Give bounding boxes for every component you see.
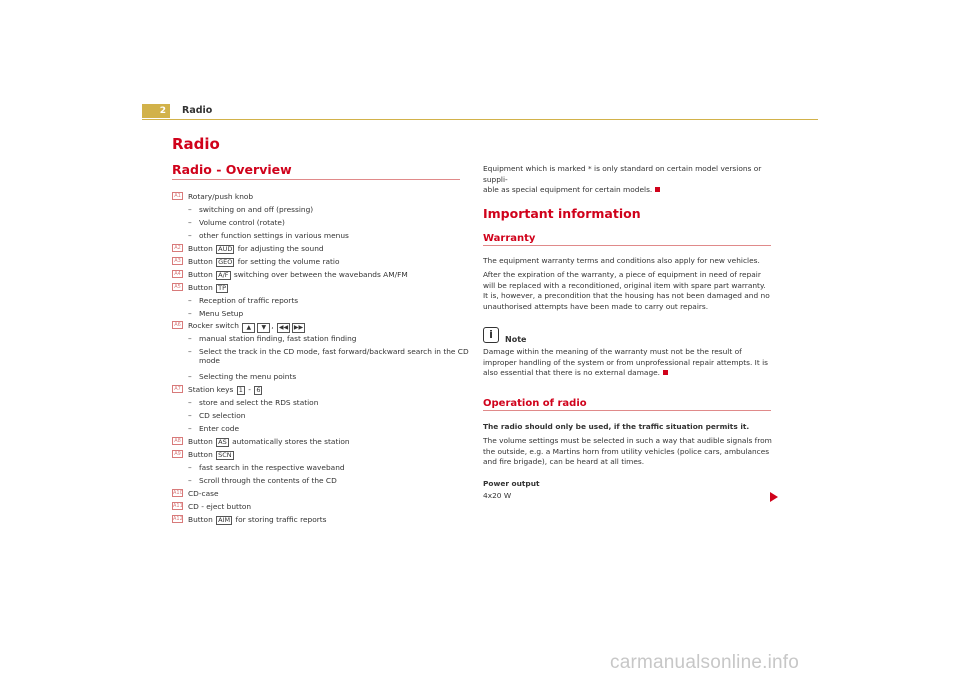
end-marker-icon	[655, 187, 660, 192]
subitem: – Reception of traffic reports	[188, 296, 299, 305]
subitem: – Select the track in the CD mode, fast forward/backward search in the CD	[188, 347, 469, 356]
item-geo-button: Button GEO for setting the volume ratio	[188, 257, 340, 266]
subitem: – fast search in the respective waveband	[188, 463, 345, 472]
item-scn-button: Button SCN	[188, 450, 232, 459]
key-6: 6	[256, 386, 261, 394]
fast-forward-icon: ▶▶	[293, 324, 304, 331]
warranty-paragraph-1: The equipment warranty terms and conditions also apply for new vehicles.	[483, 256, 760, 265]
marker-a8: A8	[172, 437, 183, 445]
equipment-note: Equipment which is marked * is only standard on certain model versions or suppli- able as special equipment for certain models.	[483, 164, 762, 195]
note-label: Note	[505, 335, 527, 344]
item-cd-eject: CD - eject button	[188, 502, 252, 511]
watermark: carmanualsonline.info	[610, 652, 800, 673]
marker-a1: A1	[172, 192, 183, 200]
subitem: – Scroll through the contents of the CD	[188, 476, 337, 485]
marker-a11: A11	[173, 503, 183, 509]
operation-warning: The radio should only be used, if the traffic situation permits it.	[483, 422, 750, 431]
subitem: – CD selection	[188, 411, 246, 420]
marker-a5: A5	[172, 283, 183, 291]
subitem: – Enter code	[188, 424, 240, 433]
key-aud: AUD	[218, 245, 233, 253]
key-as: AS	[218, 438, 227, 446]
subitem: – Menu Setup	[188, 309, 244, 318]
key-aim: AIM	[218, 516, 231, 524]
subitem: mode	[199, 356, 220, 365]
subitem: – store and select the RDS station	[188, 398, 319, 407]
marker-a2: A2	[172, 244, 183, 252]
running-title: Radio	[182, 105, 213, 116]
marker-a10: A10	[173, 490, 183, 496]
warranty-paragraph-2: After the expiration of the warranty, a piece of equipment in need of repair will be replaced with a reconditioned, original item with spare part warranty. It is, however, a precondition that the housing has not been damaged and no unauthorised attempts have been made to carry out repairs.	[483, 270, 770, 311]
rewind-icon: ◀◀	[278, 324, 289, 331]
item-aim-button: Button AIM for storing traffic reports	[188, 515, 327, 524]
item-rocker-switch: Rocker switch ▲ ▼ , ◀◀ ▶▶	[188, 321, 304, 331]
down-arrow-icon: ▼	[257, 323, 270, 333]
marker-a9: A9	[172, 450, 183, 458]
note-text: Damage within the meaning of the warranty must not be the result of improper handling of the system or from unprofessional repair attempts. It is also essential that there is no external damage.	[483, 347, 768, 378]
key-scn: SCN	[218, 451, 232, 459]
item-as-button: Button AS automatically stores the station	[188, 437, 350, 446]
warranty-rule	[483, 245, 771, 246]
item-tp-button: Button TP	[188, 283, 227, 292]
operation-paragraph: The volume settings must be selected in such a way that audible signals from the outside, e.g. a Martins horn from utility vehicles (police cars, ambulances and fire brigade), can be heard at all times.	[483, 436, 772, 467]
end-marker-icon	[663, 370, 668, 375]
header-rule	[142, 119, 818, 120]
overview-rule	[172, 179, 460, 180]
subitem: – manual station finding, fast station finding	[188, 334, 357, 343]
warranty-heading: Warranty	[483, 233, 536, 244]
item-cd-case: CD-case	[188, 489, 219, 498]
power-output-value: 4x20 W	[483, 491, 512, 500]
item-af-button: Button A/F switching over between the wavebands AM/FM	[188, 270, 408, 279]
important-heading: Important information	[483, 206, 641, 221]
marker-a4: A4	[172, 270, 183, 278]
subitem: – switching on and off (pressing)	[188, 205, 314, 214]
item-rotary-knob: Rotary/push knob	[188, 192, 254, 201]
key-tp: TP	[218, 284, 227, 292]
up-arrow-icon: ▲	[242, 323, 255, 333]
subitem: – other function settings in various menus	[188, 231, 349, 240]
key-1: 1	[238, 386, 243, 394]
key-af: A/F	[218, 271, 229, 279]
item-aud-button: Button AUD for adjusting the sound	[188, 244, 324, 253]
marker-a12: A12	[173, 516, 183, 522]
marker-a7: A7	[172, 385, 183, 393]
key-geo: GEO	[218, 258, 233, 266]
operation-heading: Operation of radio	[483, 398, 587, 409]
next-page-arrow-icon[interactable]	[770, 492, 778, 502]
page-number: 2	[142, 104, 170, 118]
item-station-keys: Station keys 1 - 6	[188, 385, 261, 394]
operation-rule	[483, 410, 771, 411]
page-title: Radio	[172, 135, 220, 153]
marker-a6: A6	[172, 321, 183, 329]
subitem: – Volume control (rotate)	[188, 218, 285, 227]
overview-heading: Radio - Overview	[172, 162, 292, 177]
note-icon: i	[483, 327, 499, 343]
power-output-label: Power output	[483, 479, 540, 488]
marker-a3: A3	[172, 257, 183, 265]
subitem: – Selecting the menu points	[188, 372, 297, 381]
